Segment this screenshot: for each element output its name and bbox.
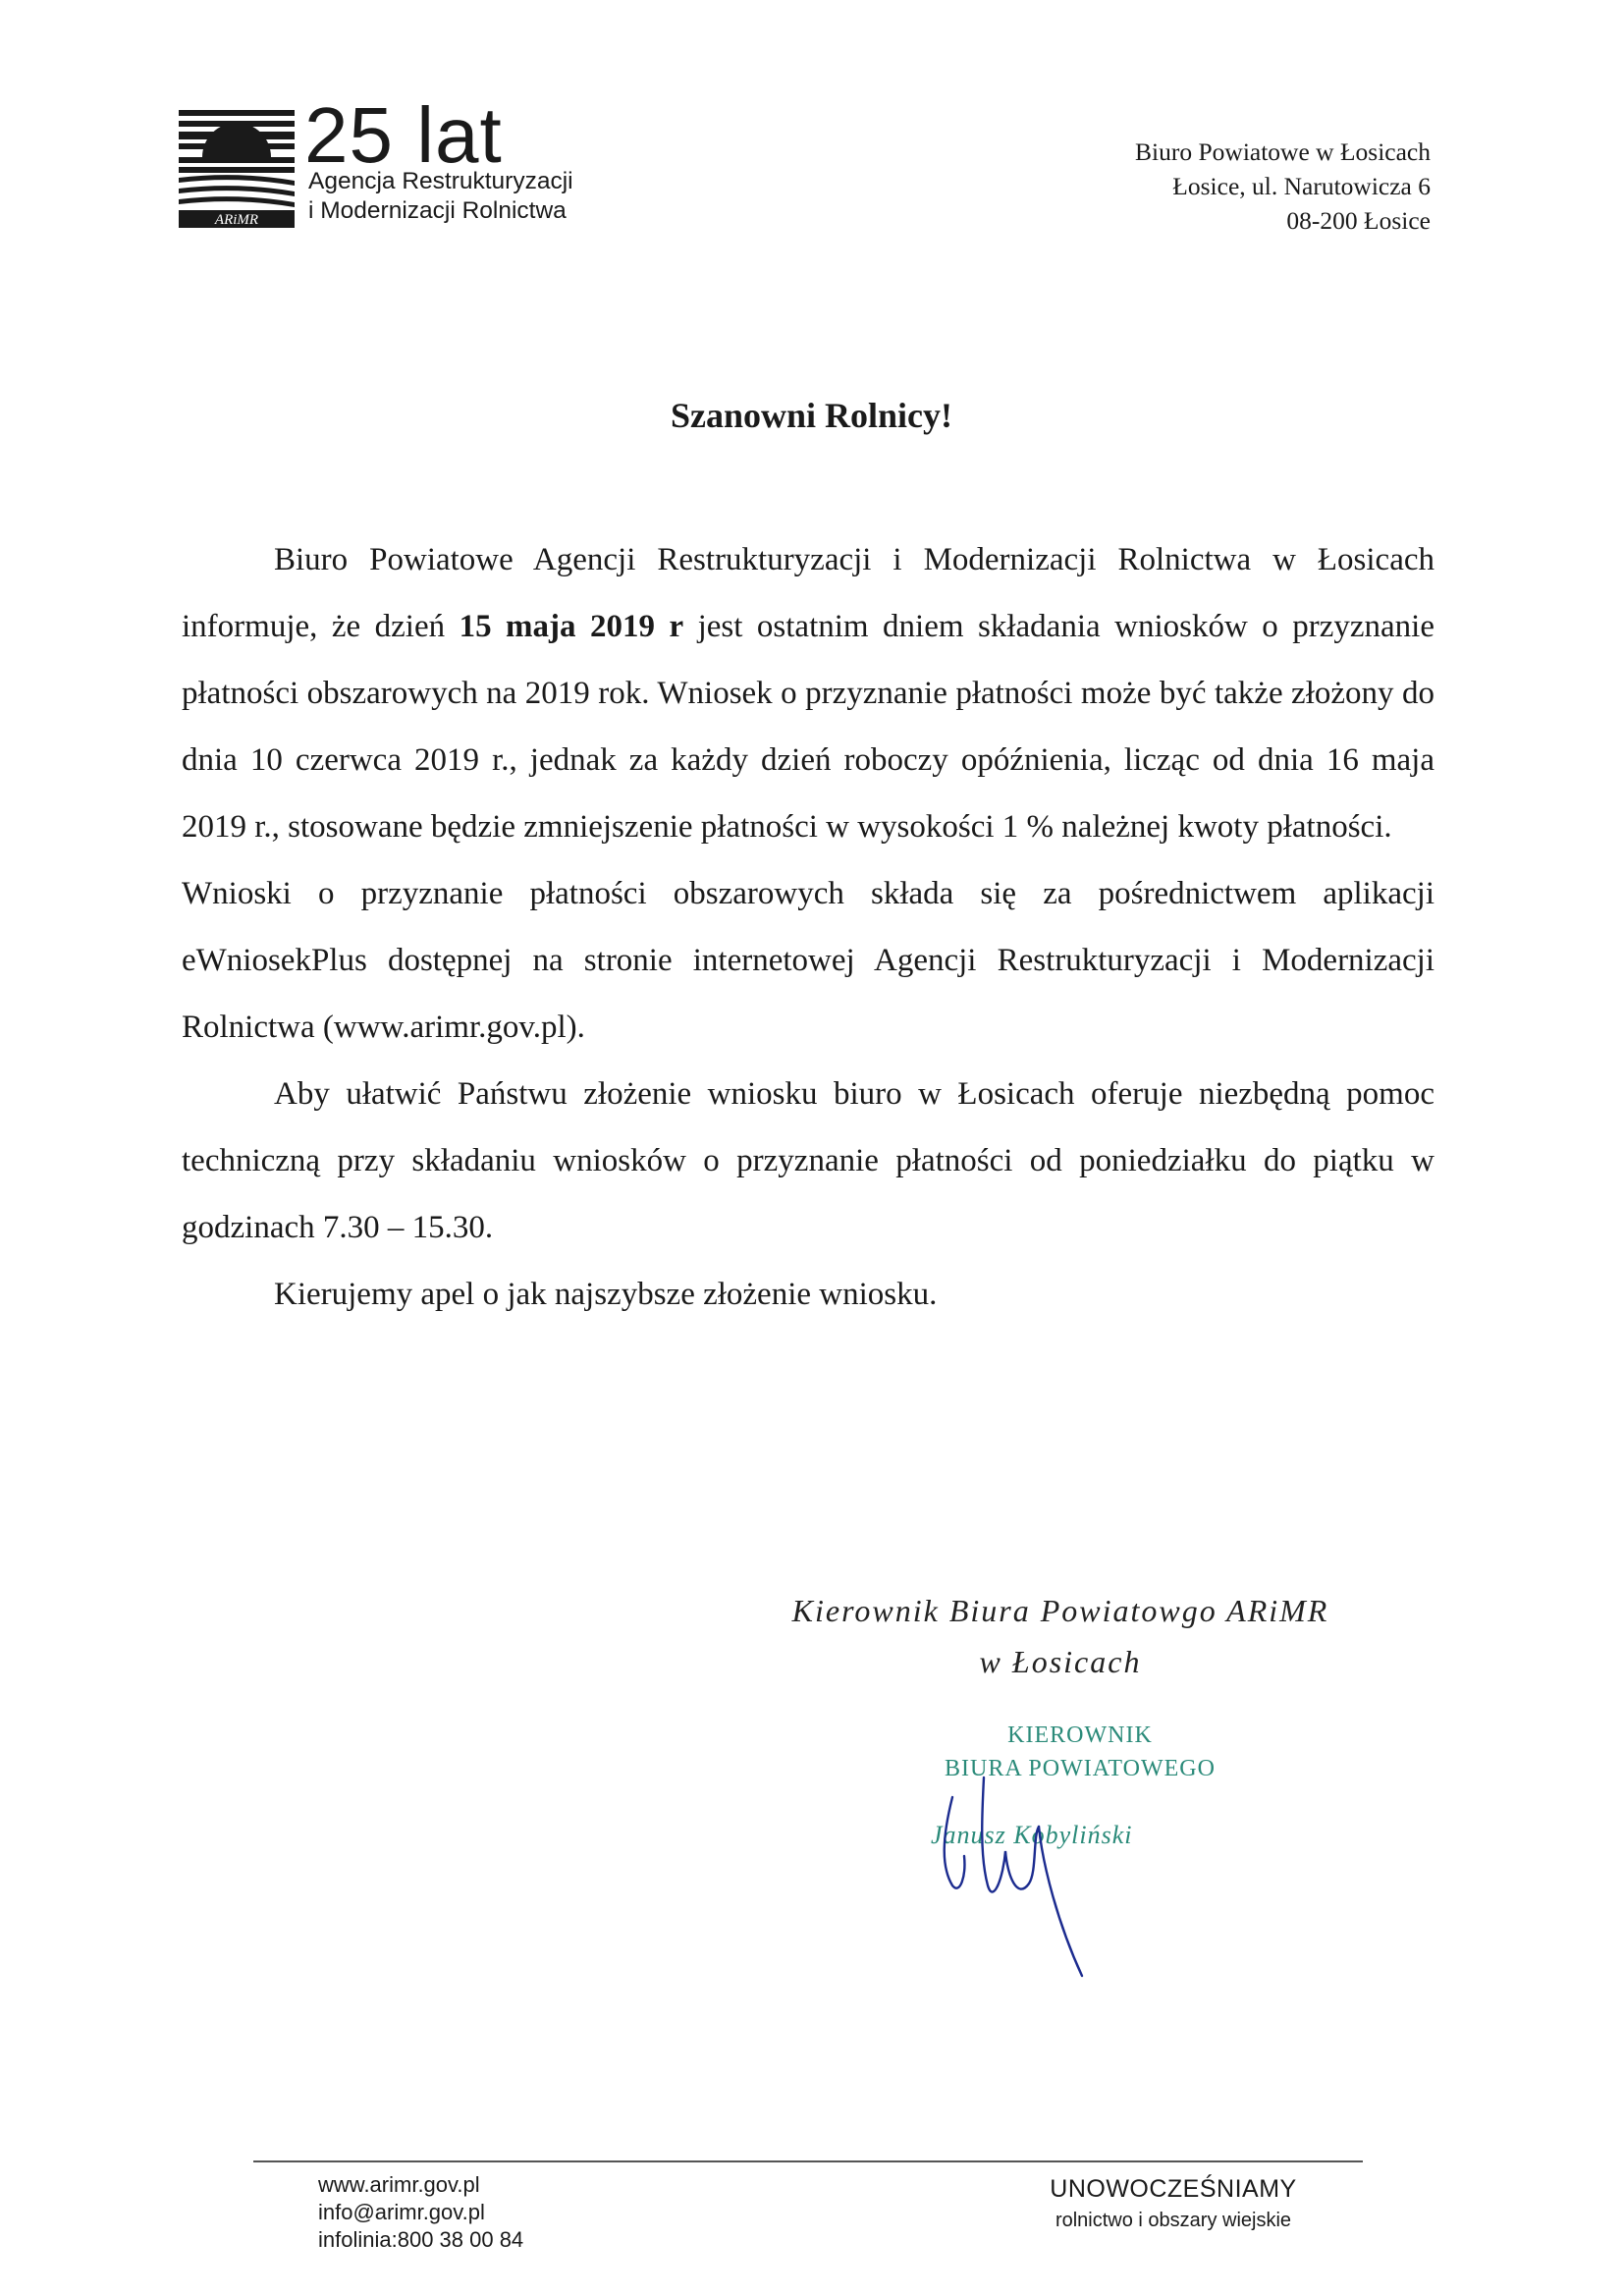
body-paragraph-4: Kierujemy apel o jak najszybsze złożenie wniosku. xyxy=(274,1277,938,1312)
letter-body xyxy=(182,526,1434,1328)
signatory-role-line1: Kierownik Biura Powiatowgo ARiMR xyxy=(791,1593,1329,1628)
body-p1-text-a: Biuro Powiatowe Agencji Restrukturyzacji i Modernizacji Rolnictwa w Łosicach informuje, że dzień xyxy=(182,542,1434,644)
stamp-name: Janusz Kobyliński xyxy=(931,1821,1133,1849)
address-line1: Biuro Powiatowe w Łosicach xyxy=(1135,137,1431,166)
footer-slogan-sub: rolnictwo i obszary wiejskie xyxy=(1055,2210,1292,2231)
stamp-line1: KIEROWNIK xyxy=(1007,1722,1153,1748)
signatory-role-line2: w Łosicach xyxy=(979,1644,1142,1679)
signatory-role xyxy=(756,1585,1365,1687)
logo-agency-name xyxy=(308,167,573,226)
footer-divider xyxy=(253,2160,1363,2162)
footer-infoline: infolinia:800 38 00 84 xyxy=(318,2227,524,2252)
letter-title: Szanowni Rolnicy! xyxy=(670,396,953,435)
arimr-logo-mark-text: ARiMR xyxy=(214,212,259,228)
sender-address xyxy=(1135,135,1431,238)
address-line3: 08-200 Łosice xyxy=(1286,206,1431,235)
body-paragraph-1 xyxy=(182,526,1434,860)
logo-agency-line1: Agencja Restrukturyzacji xyxy=(308,168,573,194)
body-paragraph-2: Wnioski o przyznanie płatności obszarowych składa się za pośrednictwem aplikacji eWniosekPlus dostępnej na stronie internetowej Agencji Restrukturyzacji i Modernizacji Rolnictwa (www.arimr.gov.pl). xyxy=(182,876,1434,1045)
footer-slogan xyxy=(982,2172,1365,2235)
address-line2: Łosice, ul. Narutowicza 6 xyxy=(1172,172,1431,200)
deadline-date: 15 maja 2019 r xyxy=(459,609,684,644)
logo-anniversary: 25 lat xyxy=(304,91,503,179)
footer-website: www.arimr.gov.pl xyxy=(318,2172,480,2197)
handwritten-signature-icon xyxy=(923,1758,1159,1984)
arimr-logo xyxy=(179,91,611,236)
body-p1-text-b: jest ostatnim dniem składania wniosków o przyznanie płatności obszarowych na 2019 rok. Wniosek o przyznanie płatności może być także złożony do dnia 10 czerwca 2019 r., jednak za każdy dzień roboczy opóźnienia, licząc od dnia 16 maja 2019 r., stosowane będzie zmniejszenie płatności w wysokości 1 % należnej kwoty płatności. xyxy=(182,609,1434,845)
stamp-line2: BIURA POWIATOWEGO xyxy=(945,1756,1216,1781)
footer-email: info@arimr.gov.pl xyxy=(318,2200,485,2224)
footer-contact xyxy=(318,2171,523,2254)
arimr-logo-mark-icon xyxy=(179,110,295,228)
body-paragraph-3: Aby ułatwić Państwu złożenie wniosku biuro w Łosicach oferuje niezbędną pomoc techniczną przy składaniu wniosków o przyznanie płatności od poniedziałku do piątku w godzinach 7.30 – 15.30. xyxy=(182,1076,1434,1245)
footer-slogan-main: UNOWOCZEŚNIAMY xyxy=(1050,2175,1297,2203)
logo-agency-line2: i Modernizacji Rolnictwa xyxy=(308,197,567,224)
